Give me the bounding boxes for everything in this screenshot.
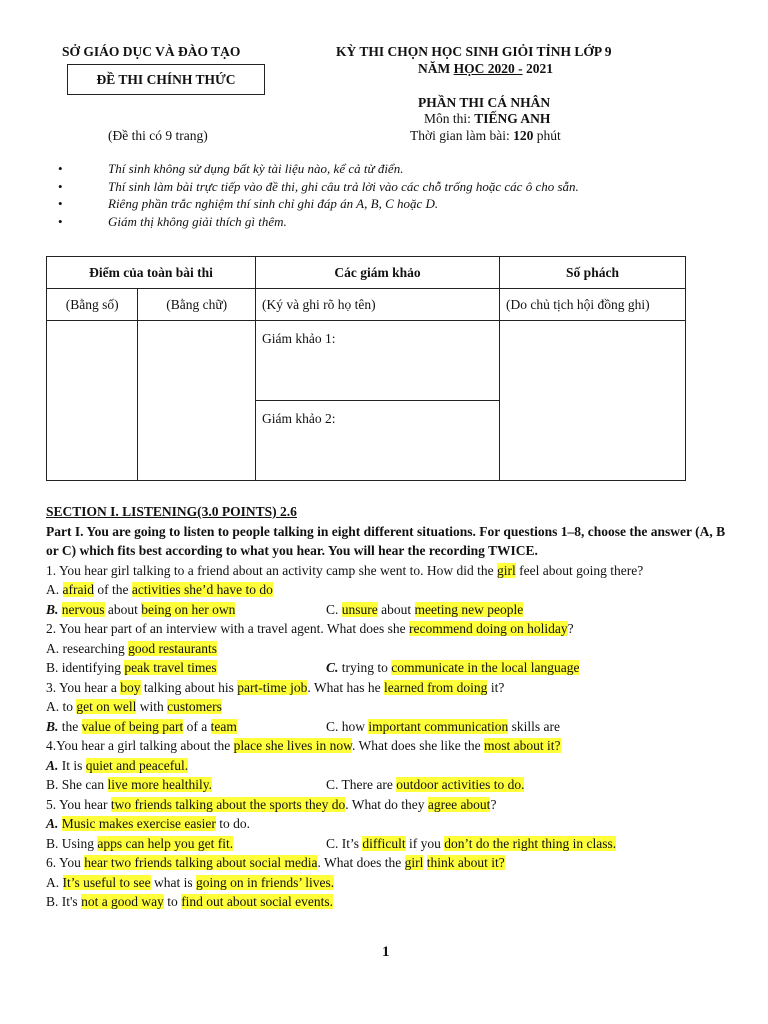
score-words-cell[interactable]	[138, 321, 256, 481]
code-subheader: (Do chủ tịch hội đồng ghi)	[500, 289, 686, 321]
q5-options-bc	[46, 834, 736, 854]
q1-option-b[interactable]: B. nervous about being on her own	[46, 601, 236, 617]
q2-option-a[interactable]: A. researching good restaurants	[46, 640, 217, 656]
question-1: 1. You hear girl talking to a friend about an activity camp she went to. How did the girl feel about going there?	[46, 562, 644, 578]
examiner-sign-subheader: (Ký và ghi rõ họ tên)	[256, 289, 500, 321]
q4-option-c[interactable]: C. There are outdoor activities to do.	[326, 777, 525, 792]
examiner-1-cell[interactable]: Giám khảo 1:	[256, 321, 500, 401]
question-6: 6. You hear two friends talking about social media. What does the girl think about it?	[46, 855, 505, 870]
question-2: 2. You hear part of an interview with a travel agent. What does she recommend doing on holiday?	[46, 621, 574, 636]
examiners-header: Các giám khảo	[256, 257, 500, 289]
q2-option-b[interactable]: B. identifying peak travel times	[46, 660, 217, 675]
q3-option-b[interactable]: B. the value of being part of a team	[46, 718, 237, 734]
score-words-subheader: (Bằng chữ)	[138, 289, 256, 321]
examiner-2-cell[interactable]: Giám khảo 2:	[256, 401, 500, 481]
q1-option-a[interactable]: A. afraid of the activities she’d have to do	[46, 582, 273, 597]
q4-option-a[interactable]: A. It is quiet and peaceful.	[46, 757, 189, 773]
department-name: SỞ GIÁO DỤC VÀ ĐÀO TẠO	[62, 44, 241, 59]
question-3: 3. You hear a boy talking about his part-time job. What has he learned from doing it?	[46, 679, 505, 695]
part-instructions: Part I. You are going to listen to people talking in eight different situations. For questions 1–8, choose the answer (A, B or C) which fits best according to what you hear. You will hear the recording TWICE.	[46, 523, 726, 558]
question-5: 5. You hear two friends talking about the sports they do. What do they agree about?	[46, 796, 497, 812]
q4-option-b[interactable]: B. She can live more healthily.	[46, 777, 212, 792]
school-year: NĂM HỌC 2020 - 2021	[418, 61, 553, 76]
listening-section	[46, 502, 736, 912]
q6-option-a[interactable]: A. It’s useful to see what is going on in friends’ lives.	[46, 874, 335, 890]
exam-rules	[58, 160, 579, 230]
q5-option-b[interactable]: B. Using apps can help you get fit.	[46, 835, 234, 851]
q2-options-bc	[46, 658, 736, 678]
exam-title: KỲ THI CHỌN HỌC SINH GIỎI TỈNH LỚP 9	[336, 44, 612, 59]
code-cell[interactable]	[500, 321, 686, 481]
time-line: Thời gian làm bài: 120 phút	[410, 128, 561, 143]
q6-option-b[interactable]: B. It's not a good way to find out about social events.	[46, 894, 334, 909]
q3-option-a[interactable]: A. to get on well with customers	[46, 699, 222, 714]
page-count-note: (Đề thi có 9 trang)	[108, 128, 208, 143]
score-number-subheader: (Bằng số)	[47, 289, 138, 321]
q1-options-bc	[46, 600, 736, 620]
q5-option-c[interactable]: C. It’s difficult if you don’t do the right thing in class.	[326, 835, 617, 851]
question-4: 4.You hear a girl talking about the place she lives in now. What does she like the most about it?	[46, 738, 561, 753]
part-title: PHẦN THI CÁ NHÂN	[418, 95, 551, 110]
score-table	[46, 256, 686, 481]
code-header: Số phách	[500, 257, 686, 289]
q3-option-c[interactable]: C. how important communication skills are	[326, 718, 560, 734]
q1-option-c[interactable]: C. unsure about meeting new people	[326, 601, 524, 617]
score-header: Điểm của toàn bài thi	[47, 257, 256, 289]
q5-option-a[interactable]: A. Music makes exercise easier to do.	[46, 816, 250, 831]
rule-item: • Thí sinh không sử dụng bất kỳ tài liệu nào, kể cả từ điển.	[58, 160, 579, 178]
official-exam-label: ĐỀ THI CHÍNH THỨC	[67, 64, 265, 95]
q3-options-bc	[46, 717, 736, 737]
section-title: SECTION I. LISTENING(3.0 POINTS) 2.6	[46, 504, 297, 519]
q4-options-bc	[46, 775, 736, 795]
subject-line: Môn thi: TIẾNG ANH	[424, 111, 551, 126]
rule-item: • Thí sinh làm bài trực tiếp vào đề thi, ghi câu trả lời vào các chỗ trống hoặc các ô cho sẵn.	[58, 178, 579, 196]
rule-item: • Riêng phần trắc nghiệm thí sinh chỉ ghi đáp án A, B, C hoặc D.	[58, 195, 579, 213]
rule-item: • Giám thị không giải thích gì thêm.	[58, 213, 579, 231]
page-number: 1	[382, 944, 390, 960]
score-number-cell[interactable]	[47, 321, 138, 481]
q2-option-c[interactable]: C. trying to communicate in the local language	[326, 660, 580, 675]
